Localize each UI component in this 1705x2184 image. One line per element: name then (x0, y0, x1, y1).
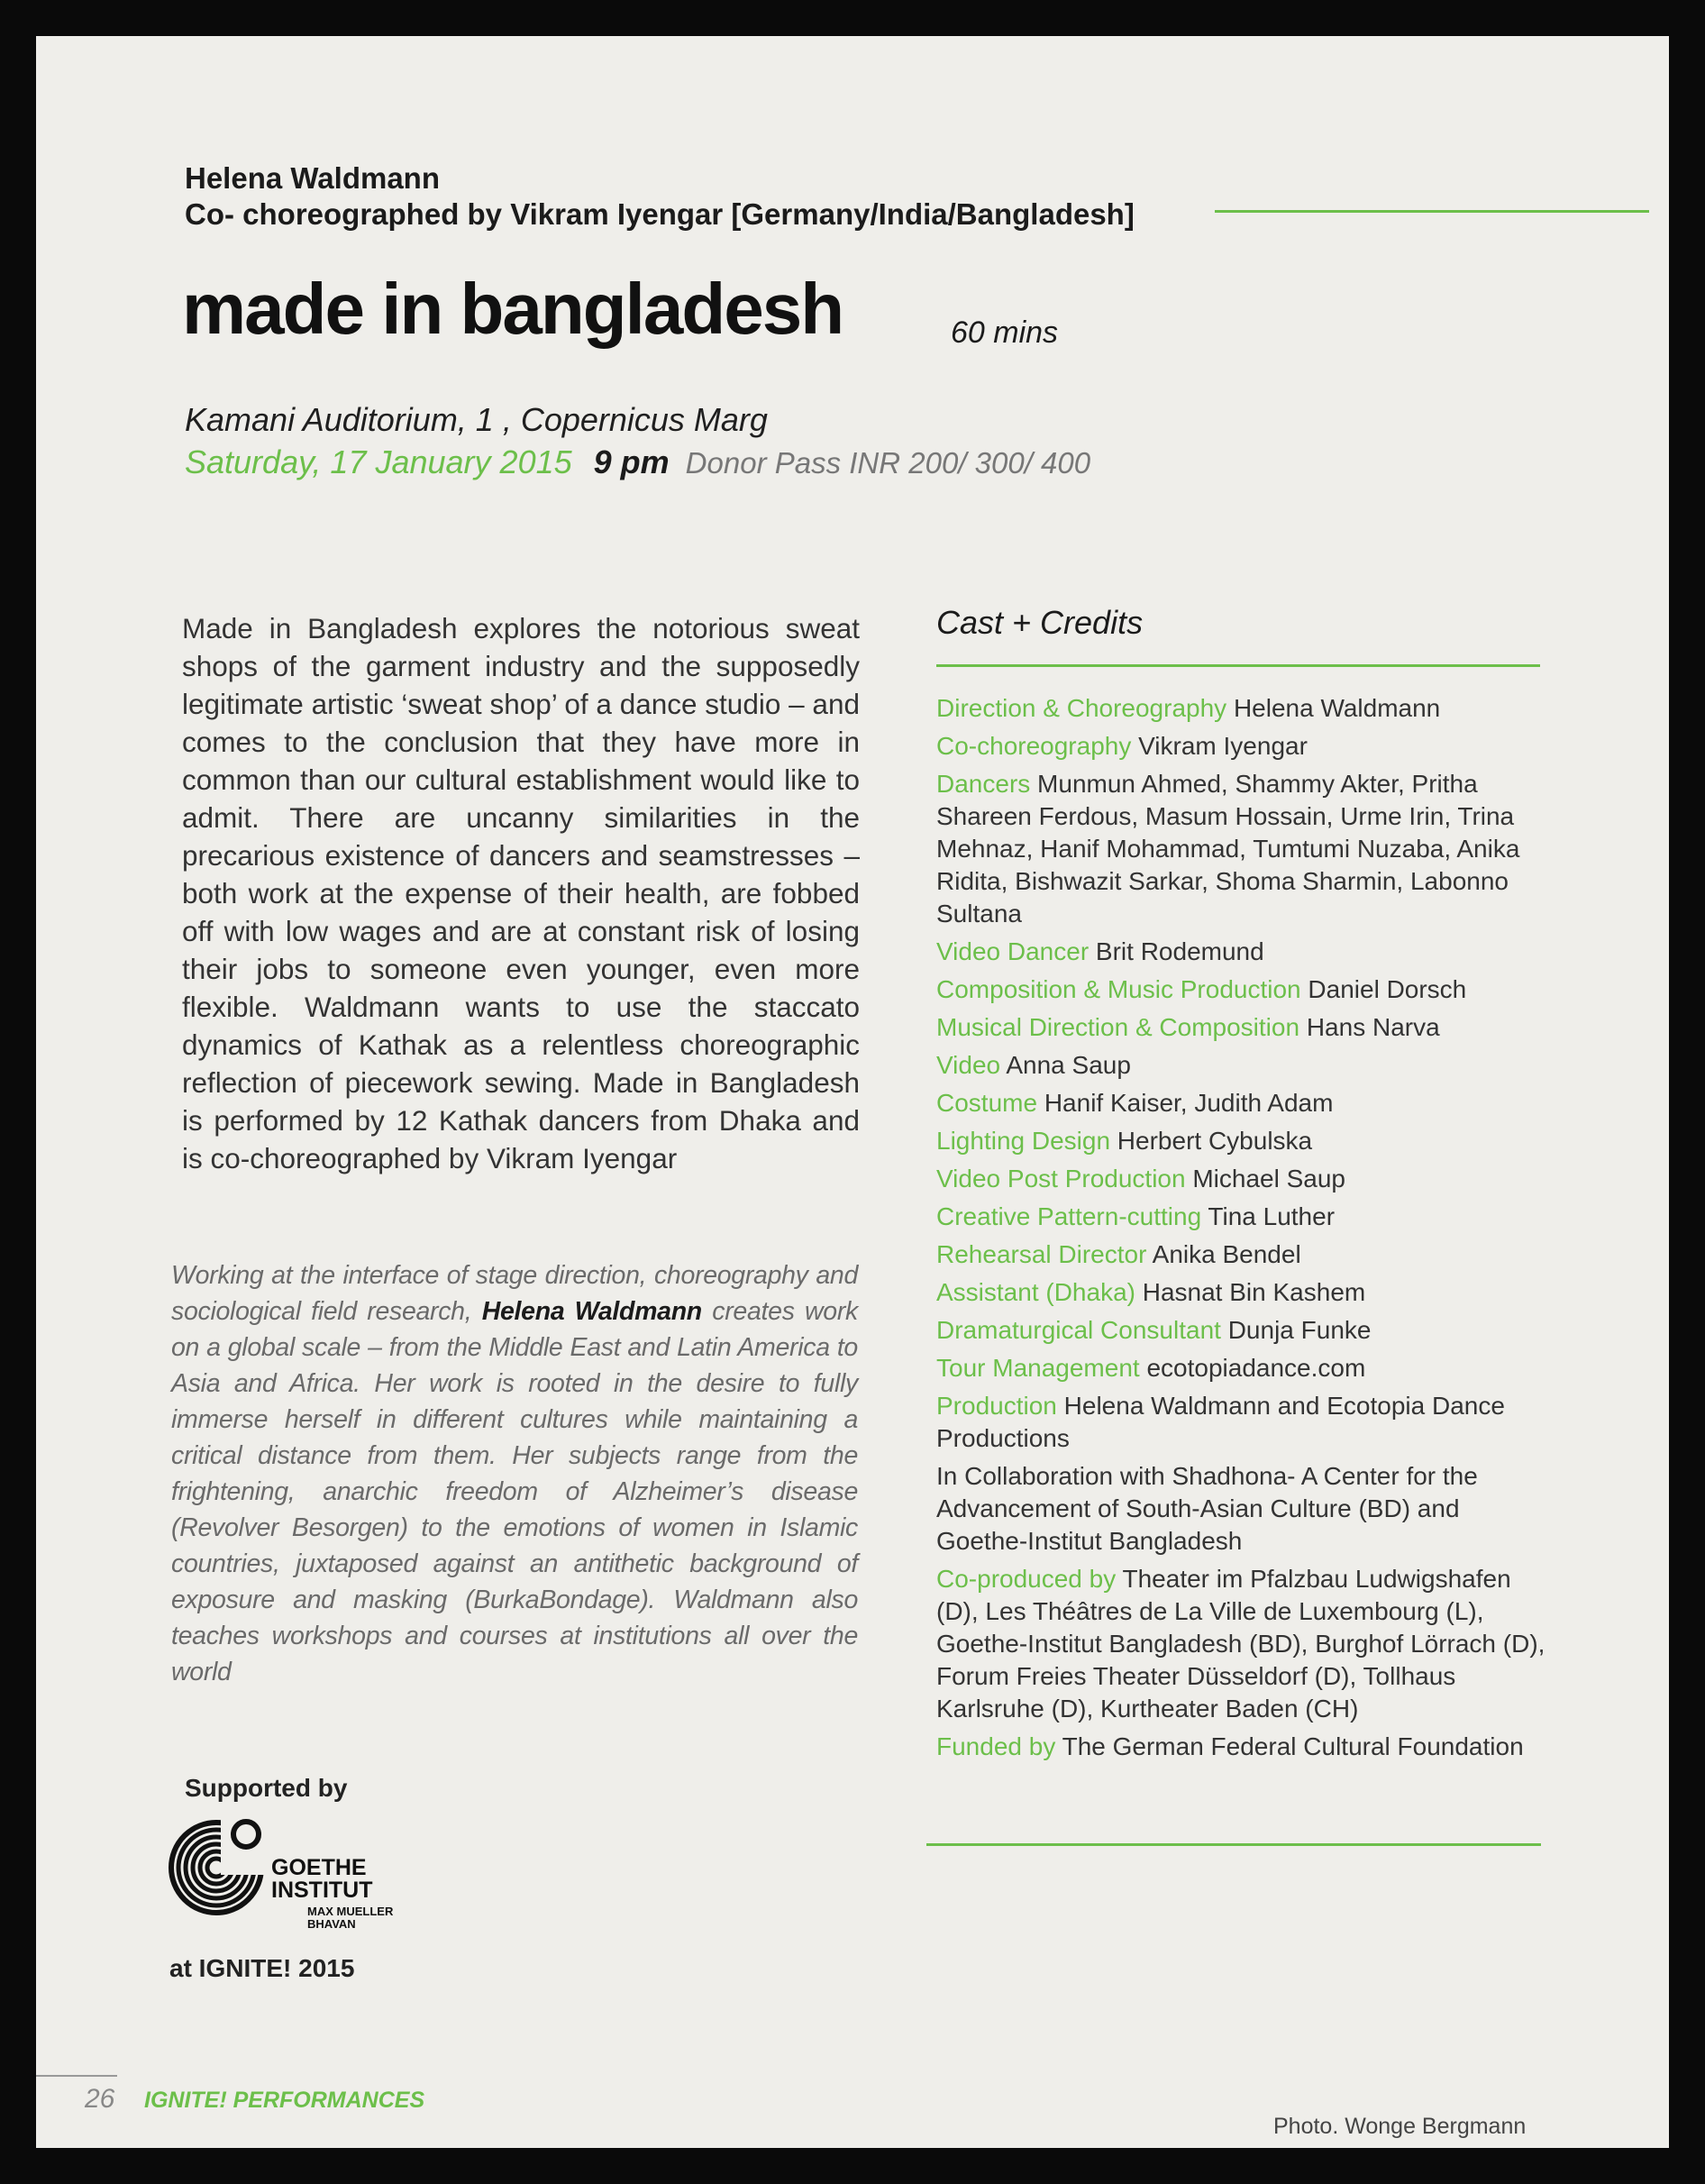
credit-role: Video Post Production (936, 1165, 1186, 1193)
supported-by-label: Supported by (185, 1774, 348, 1802)
credit-names: Hans Narva (1299, 1013, 1440, 1041)
credit-role: Co-choreography (936, 732, 1132, 760)
credit-item (936, 1125, 1549, 1157)
credit-names: Brit Rodemund (1089, 937, 1264, 965)
credit-role: Rehearsal Director (936, 1240, 1147, 1268)
credit-item (936, 730, 1549, 763)
credit-item (936, 1563, 1549, 1725)
page-number: 26 (85, 2084, 115, 2114)
logo-text-1: GOETHE (271, 1855, 367, 1880)
credit-role: Dramaturgical Consultant (936, 1316, 1221, 1344)
credit-item (936, 1314, 1549, 1347)
credit-role: Costume (936, 1089, 1038, 1117)
bio-text-end: creates work on a global scale – from the Middle East and Latin America to Asia and Africa. Her work is rooted in the desire to fully immerse herself in different cultures while maintaining a critical distance from them. Her subjects range from the frightening, anarchic freedom of Alzheimer’s disease (Revolver Besorgen) to the emotions of women in Islamic countries, juxtaposed against an antithetic background of exposure and masking (BurkaBondage). Waldmann also teaches workshops and courses at institutions all over the world (171, 1297, 858, 1686)
header-rule (1215, 210, 1649, 213)
credit-names: In Collaboration with Shadhona- A Center for the Advancement of South-Asian Culture (BD) and Goethe-Institut Bangladesh (936, 1462, 1478, 1555)
credit-names: Herbert Cybulska (1110, 1127, 1313, 1155)
credit-role: Production (936, 1392, 1057, 1420)
cast-rule-bottom (926, 1843, 1541, 1846)
credit-names: Theater im Pfalzbau Ludwigshafen (D), Les Théâtres de La Ville de Luxembourg (L), Goethe-Institut Bangladesh (BD), Burghof Lörrach (D), Forum Freies Theater Düsseldorf (D), Tollhaus Karlsruhe (D), Kurtheater Baden (CH) (936, 1565, 1545, 1723)
credit-names: Vikram Iyengar (1131, 732, 1308, 760)
venue: Kamani Auditorium, 1 , Copernicus Marg (185, 401, 768, 438)
credit-names: The German Federal Cultural Foundation (1055, 1732, 1524, 1760)
credit-names: Hasnat Bin Kashem (1135, 1278, 1366, 1306)
logo-text-3: MAX MUELLER (307, 1905, 394, 1918)
credit-role: Lighting Design (936, 1127, 1111, 1155)
credit-role: Video Dancer (936, 937, 1090, 965)
at-ignite: at IGNITE! 2015 (169, 1954, 355, 1982)
logo-text-4: BHAVAN (307, 1917, 356, 1931)
event-date: Saturday, 17 January 2015 (185, 443, 572, 480)
credit-item (936, 1731, 1549, 1763)
credit-names: Michael Saup (1185, 1165, 1345, 1193)
credit-role: Creative Pattern-cutting (936, 1202, 1202, 1230)
credit-role: Composition & Music Production (936, 975, 1301, 1003)
goethe-institut-logo (167, 1812, 424, 1933)
credit-item (936, 1238, 1549, 1271)
credit-names: ecotopiadance.com (1139, 1354, 1366, 1382)
credit-item (936, 1352, 1549, 1384)
choreography-credit: Co- choreographed by Vikram Iyengar [Germany/India/Bangladesh] (185, 197, 1135, 231)
credit-names: Hanif Kaiser, Judith Adam (1037, 1089, 1334, 1117)
credit-item (936, 936, 1549, 968)
credit-role: Co-produced by (936, 1565, 1117, 1593)
credit-names: Munmun Ahmed, Shammy Akter, Pritha Shareen Ferdous, Masum Hossain, Urme Irin, Trina Mehnaz, Hanif Mohammad, Tumtumi Nuzaba, Anika Ridita, Bishwazit Sarkar, Shoma Sharmin, Labonno Sultana (936, 770, 1520, 928)
page (36, 36, 1669, 2148)
bio-name: Helena Waldmann (481, 1297, 702, 1326)
description: Made in Bangladesh explores the notorious sweat shops of the garment industry and the supposedly legitimate artistic ‘sweat shop’ of a dance studio – and comes to the conclusion that they have more in common than our cultural establishment would like to admit. There are uncanny similarities in the precarious existence of dancers and seamstresses – both work at the expense of their health, are fobbed off with low wages and are at constant risk of losing their jobs to someone even younger, even more flexible. Waldmann wants to use the staccato dynamics of Kathak as a relentless choreographic reflection of piecework sewing. Made in Bangladesh is performed by 12 Kathak dancers from Dhaka and is co-choreographed by Vikram Iyengar (182, 612, 860, 1174)
credit-item (936, 692, 1549, 725)
cast-title: Cast + Credits (936, 604, 1144, 641)
credit-role: Musical Direction & Composition (936, 1013, 1300, 1041)
credit-role: Assistant (Dhaka) (936, 1278, 1135, 1306)
bio-text-start: Working at the interface of stage direction, choreography and sociological field research, (171, 1261, 858, 1326)
credits-list (936, 692, 1549, 1768)
credit-item (936, 1049, 1549, 1082)
credit-item (936, 1276, 1549, 1309)
duration: 60 mins (951, 315, 1059, 350)
credit-item (936, 768, 1549, 930)
credit-names: Anna Saup (1000, 1051, 1131, 1079)
donor-pass: Donor Pass INR 200/ 300/ 400 (685, 446, 1091, 480)
credit-item (936, 1011, 1549, 1044)
photo-credit: Photo. Wonge Bergmann (1273, 2114, 1527, 2139)
artist-bio (171, 1257, 858, 1690)
credit-names: Helena Waldmann and Ecotopia Dance Productions (936, 1392, 1505, 1452)
artist-name: Helena Waldmann (185, 161, 440, 195)
cast-rule-top (936, 664, 1540, 667)
credit-names: Anika Bendel (1146, 1240, 1301, 1268)
credit-item (936, 1460, 1549, 1558)
date-line (185, 443, 1090, 481)
credit-names: Dunja Funke (1220, 1316, 1372, 1344)
credit-role: Tour Management (936, 1354, 1140, 1382)
credit-item (936, 973, 1549, 1006)
credit-item (936, 1390, 1549, 1455)
credit-names: Daniel Dorsch (1300, 975, 1467, 1003)
section-name: IGNITE! PERFORMANCES (144, 2088, 425, 2113)
credit-role: Video (936, 1051, 1001, 1079)
credit-names: Helena Waldmann (1226, 694, 1441, 722)
event-time: 9 pm (593, 443, 670, 480)
credit-role: Dancers (936, 770, 1031, 798)
credit-item (936, 1087, 1549, 1119)
credit-item (936, 1201, 1549, 1233)
credit-role: Direction & Choreography (936, 694, 1227, 722)
page-title: made in bangladesh (182, 269, 843, 349)
logo-text-2: INSTITUT (271, 1878, 373, 1903)
footer-rule (36, 2075, 117, 2077)
credit-names: Tina Luther (1201, 1202, 1336, 1230)
credit-role: Funded by (936, 1732, 1056, 1760)
credit-item (936, 1163, 1549, 1195)
